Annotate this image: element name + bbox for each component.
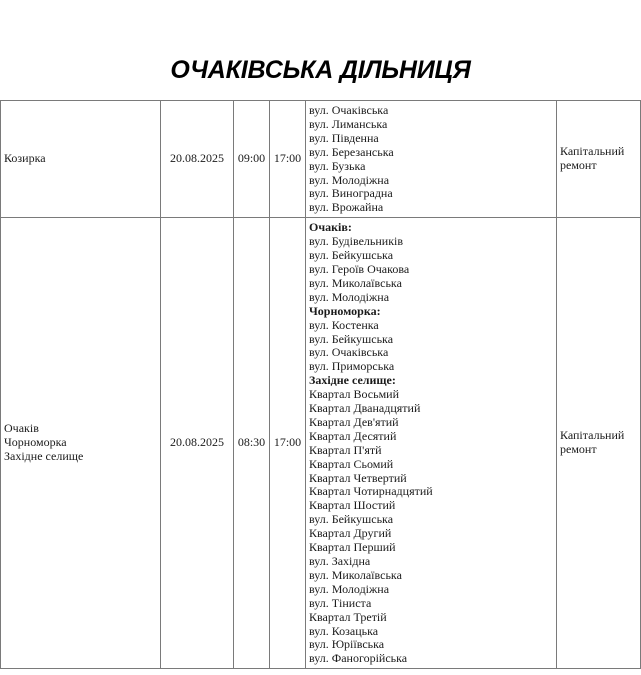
street-name: вул. Фаногорійська: [309, 651, 408, 666]
locality-cell: [1, 218, 161, 669]
street-name: вул. Очаківська: [309, 345, 389, 360]
table-row: [1, 218, 641, 669]
street-name: Квартал Третій: [309, 609, 387, 624]
streets-cell: [306, 218, 557, 669]
street-name: вул. Молодіжна: [309, 289, 390, 304]
locality-name: Західне селище: [4, 449, 84, 464]
locality-name: Козирка: [4, 151, 46, 166]
street-name: вул. Врожайна: [309, 200, 384, 215]
street-name: вул. Бейкушська: [309, 512, 394, 527]
reason-cell: [557, 218, 641, 669]
street-name: вул. Очаківська: [309, 103, 389, 117]
street-name: вул. Миколаївська: [309, 275, 402, 290]
street-name: вул. Лиманська: [309, 116, 388, 131]
street-name: Квартал Четвертий: [309, 470, 407, 485]
street-name: вул. Тіниста: [309, 595, 372, 610]
street-name: вул. Молодіжна: [309, 581, 390, 596]
street-name: Квартал Десятий: [309, 428, 397, 443]
end-time-cell: 17:00: [270, 218, 306, 669]
street-name: вул. Бузька: [309, 158, 366, 173]
reason-cell: [557, 101, 641, 218]
locality-name: Чорноморка: [4, 435, 67, 450]
street-name: Квартал Шостий: [309, 498, 396, 513]
locality-cell: [1, 101, 161, 218]
date-cell: 20.08.2025: [161, 101, 234, 218]
reason-text: Капітальний: [560, 144, 625, 159]
street-name: вул. Миколаївська: [309, 567, 402, 582]
settlement-heading: Очаків:: [309, 220, 352, 235]
reason-text: ремонт: [560, 158, 597, 173]
street-name: вул. Західна: [309, 554, 371, 568]
street-name: вул. Березанська: [309, 144, 394, 159]
street-name: вул. Молодіжна: [309, 172, 390, 187]
date-cell: 20.08.2025: [161, 218, 234, 669]
street-name: вул. Південна: [309, 130, 379, 145]
street-name: вул. Козацька: [309, 623, 379, 638]
reason-text: Капітальний: [560, 428, 625, 443]
street-name: Квартал Дванадцятий: [309, 401, 421, 416]
street-name: Квартал Перший: [309, 540, 396, 555]
end-time-cell: 17:00: [270, 101, 306, 218]
start-time-cell: 08:30: [234, 218, 270, 669]
street-name: Квартал Восьмий: [309, 387, 400, 402]
locality-name: Очаків: [4, 421, 39, 436]
outage-table: [0, 100, 641, 669]
street-name: вул. Юріївська: [309, 637, 385, 652]
settlement-heading: Чорноморка:: [309, 303, 381, 318]
start-time-cell: 09:00: [234, 101, 270, 218]
settlement-heading: Західне селище:: [309, 373, 396, 388]
street-name: вул. Костенка: [309, 317, 379, 332]
outage-table-body: [1, 101, 641, 669]
street-name: Квартал Другий: [309, 526, 392, 541]
street-name: вул. Будівельників: [309, 234, 404, 249]
street-name: вул. Бейкушська: [309, 248, 394, 263]
street-name: Квартал Дев'ятий: [309, 414, 399, 429]
streets-cell: [306, 101, 557, 218]
table-row: [1, 101, 641, 218]
street-name: вул. Виноградна: [309, 186, 393, 201]
street-name: Квартал Сьомий: [309, 456, 394, 471]
street-name: вул. Героїв Очакова: [309, 261, 410, 276]
page-title: ОЧАКІВСЬКА ДІЛЬНИЦЯ: [170, 56, 471, 84]
reason-text: ремонт: [560, 442, 597, 457]
street-name: вул. Приморська: [309, 359, 395, 374]
street-name: вул. Бейкушська: [309, 331, 394, 346]
street-name: Квартал П'ятй: [309, 442, 382, 457]
street-name: Квартал Чотирнадцятий: [309, 484, 433, 499]
